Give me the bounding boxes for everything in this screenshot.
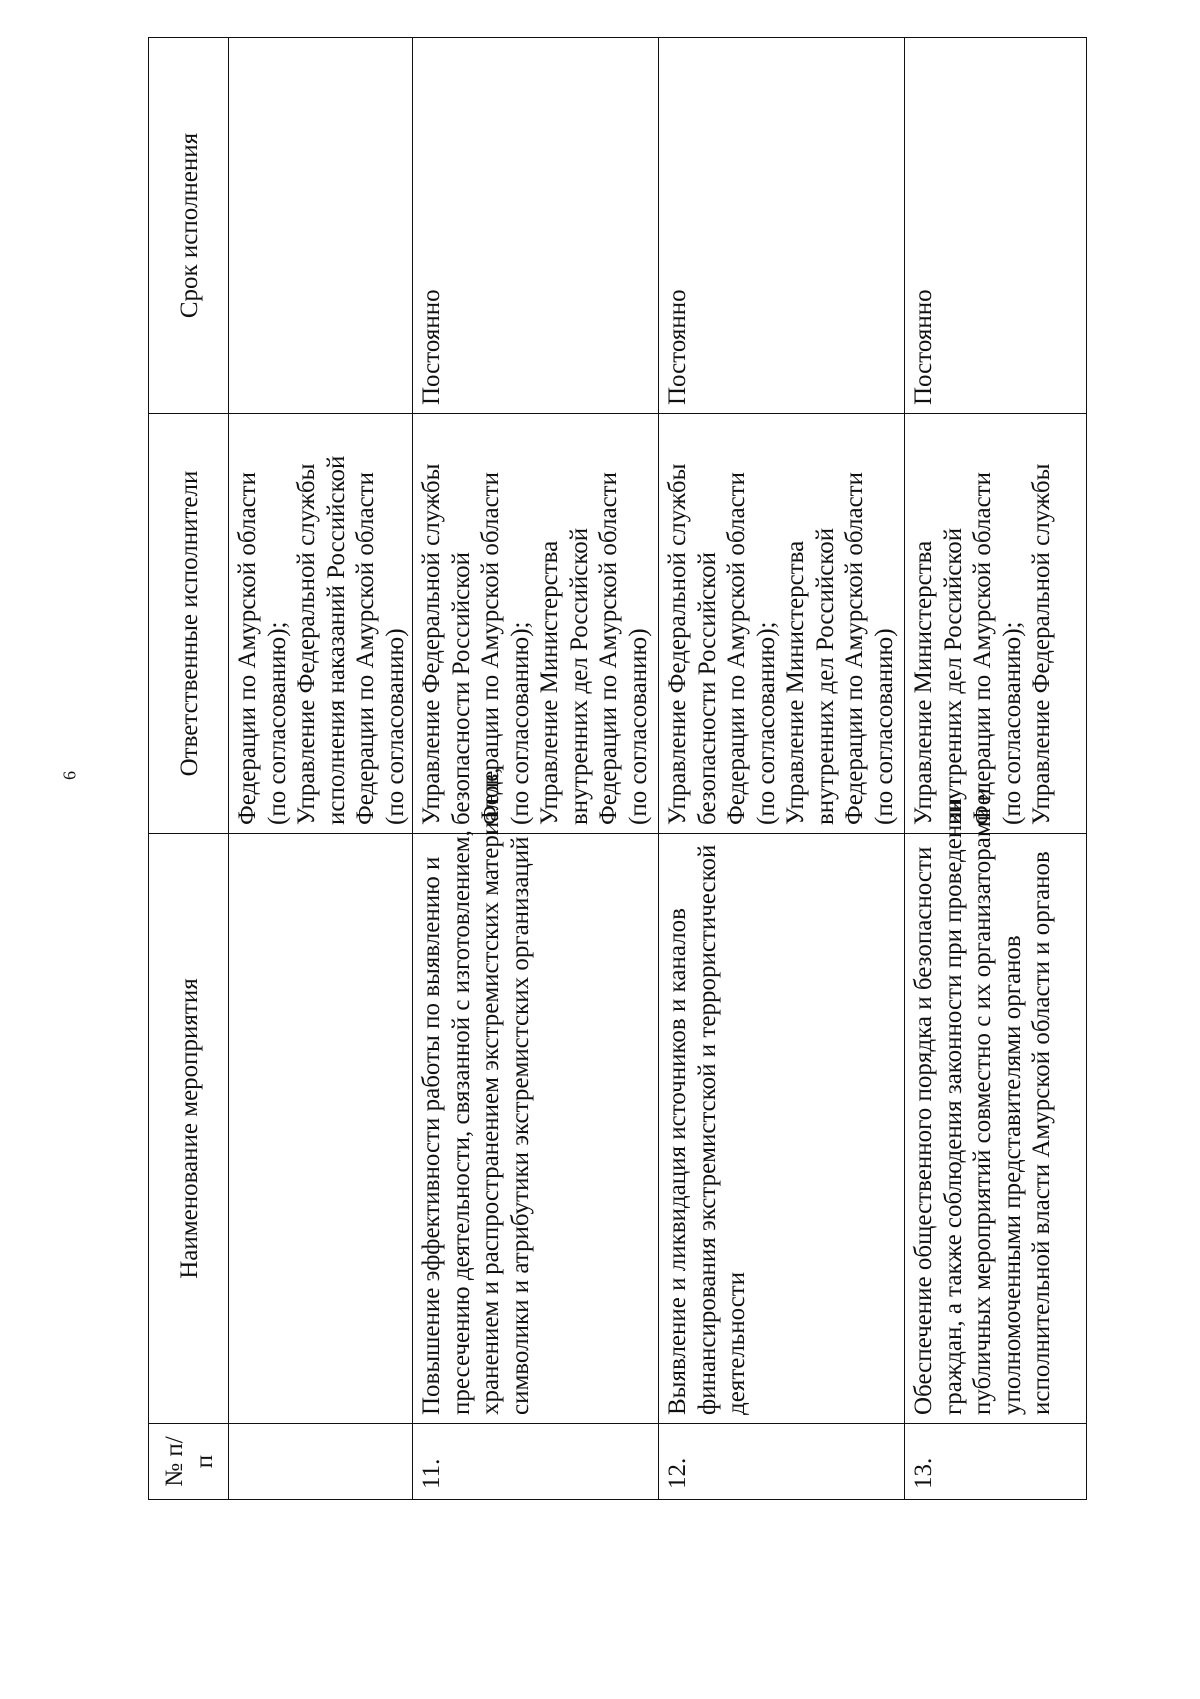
responsible-executors — [229, 414, 413, 834]
text-line: Управление Федеральной службы — [664, 463, 691, 825]
table-row — [659, 38, 905, 1500]
responsible-executors — [659, 414, 905, 834]
text-line: (по согласованию); — [998, 621, 1026, 825]
table-row — [905, 38, 1087, 1500]
deadline — [229, 38, 413, 414]
row-number: 12. — [659, 1424, 905, 1500]
text-line: хранением и распространением экстремистских материалов, — [477, 767, 504, 1415]
text-line: (по согласованию) — [624, 628, 652, 825]
text-line: (по согласованию) — [870, 628, 898, 825]
text-line: внутренних дел Российской — [939, 527, 967, 825]
activity-name — [905, 788, 1087, 1424]
text-line: Управление Министерства — [782, 540, 809, 825]
text-line: Выявление и ликвидация источников и каналов — [664, 908, 691, 1415]
text-line: символики и атрибутики экстремистских организаций — [506, 836, 534, 1415]
text-line: Управление Министерства — [910, 540, 937, 825]
text-line: Управление Федеральной службы — [293, 463, 320, 825]
text-line: исполнения наказаний Российской — [322, 455, 350, 825]
deadline: Постоянно — [413, 38, 659, 414]
text-line: (по согласованию); — [506, 621, 534, 825]
document-table-container — [148, 38, 1108, 1500]
text-line: Обеспечение общественного порядка и безопасности — [910, 846, 937, 1415]
activities-table — [148, 37, 1087, 1500]
text-line: публичных мероприятий совместно с их организаторами и — [969, 788, 996, 1415]
text-line: Управление Министерства — [536, 540, 563, 825]
text-line: граждан, а также соблюдения законности при проведении — [939, 798, 967, 1415]
text-line: безопасности Российской — [693, 552, 721, 825]
text-line: Федерации по Амурской области — [477, 472, 504, 825]
text-line: Федерации по Амурской области — [723, 472, 750, 825]
text-line: Управление Федеральной службы — [418, 463, 445, 825]
text-line: финансирования экстремистской и террористической — [693, 844, 721, 1415]
header-deadline: Срок исполнения — [149, 38, 229, 414]
text-line: уполномоченными представителями органов — [998, 935, 1026, 1415]
table-row — [413, 38, 659, 1500]
activity-name — [229, 834, 413, 1424]
text-line: внутренних дел Российской — [811, 527, 839, 825]
row-number: 13. — [905, 1424, 1087, 1500]
text-line: безопасности Российской — [447, 552, 475, 825]
deadline: Постоянно — [659, 38, 905, 414]
responsible-executors — [413, 414, 659, 834]
text-line: (по согласованию); — [263, 621, 291, 825]
text-line: пресечению деятельности, связанной с изготовлением, — [447, 830, 475, 1415]
text-line: исполнительной власти Амурской области и органов — [1028, 851, 1055, 1415]
header-num: № п/п — [149, 1424, 229, 1500]
text-line: Федерации по Амурской области — [595, 472, 622, 825]
text-line: (по согласованию); — [752, 621, 780, 825]
text-line: внутренних дел Российской — [565, 527, 593, 825]
table-body — [229, 38, 1087, 1500]
text-line: Федерации по Амурской области — [969, 472, 996, 825]
header-responsible: Ответственные исполнители — [149, 414, 229, 834]
text-line: Федерации по Амурской области — [234, 472, 261, 825]
page-number: 6 — [59, 771, 80, 780]
responsible-executors — [905, 414, 1087, 834]
row-number: 11. — [413, 1424, 659, 1500]
text-line: Повышение эффективности работы по выявлению и — [418, 856, 445, 1415]
activity-name — [659, 834, 905, 1424]
text-line: Управление Федеральной службы — [1028, 463, 1055, 825]
table-header-row — [149, 38, 229, 1500]
text-line: (по согласованию) — [381, 628, 409, 825]
text-line: деятельности — [723, 1271, 750, 1415]
header-name: Наименование мероприятия — [149, 834, 229, 1424]
text-line: Федерации по Амурской области — [352, 472, 379, 825]
row-number — [229, 1424, 413, 1500]
deadline: Постоянно — [905, 38, 1087, 414]
activity-name — [413, 767, 659, 1424]
text-line: Федерации по Амурской области — [841, 472, 868, 825]
table-row — [229, 38, 413, 1500]
